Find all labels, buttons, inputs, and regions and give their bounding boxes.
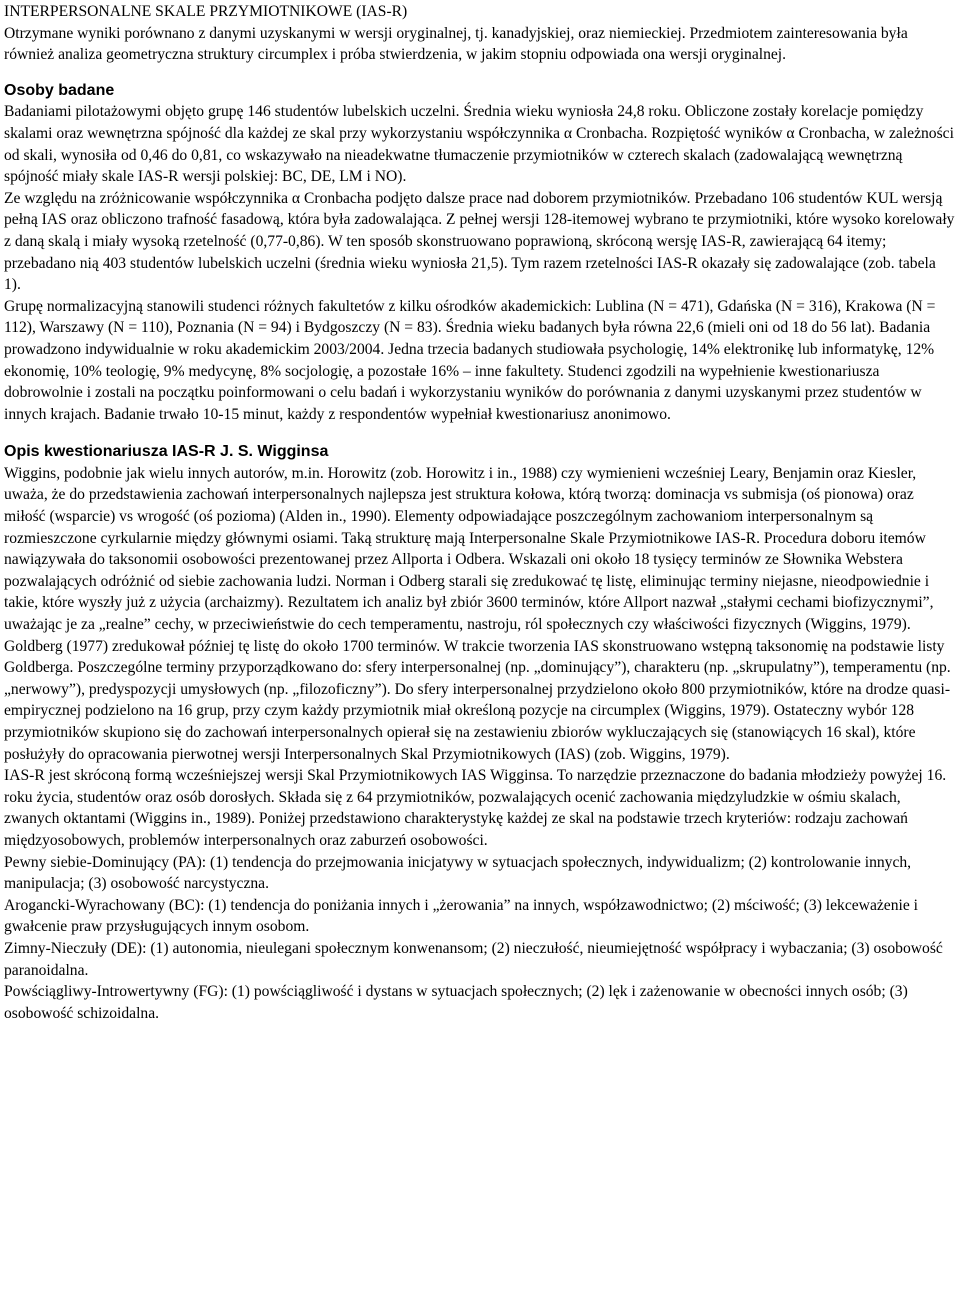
scale-description-bc: Arogancki-Wyrachowany (BC): (1) tendencja do poniżania innych i „żerowania” na innych, współzawodnictwo; (2) mściwość; (3) lekceważenie i gwałcenie praw przysługujących innym osobom. <box>4 896 918 936</box>
section1-paragraph: Badaniami pilotażowymi objęto grupę 146 studentów lubelskich uczelni. Średnia wieku wyniosła 24,8 roku. Obliczone zostały korelacje pomiędzy skalami oraz wewnętrzna spójność dla każdej ze skal przy wykorzystaniu współczynnika α Cronbacha. Rozpiętość wyników α Cronbacha, w zależności od skali, wynosiła od 0,46 do 0,81, co wskazywało na nieadekwatne tłumaczenie przymiotników w czterech skalach (zadowalającą wewnętrzną spójność miały skale IAS-R wersji polskiej: BC, DE, LM i NO). <box>4 103 954 186</box>
scale-description-de: Zimny-Nieczuły (DE): (1) autonomia, nieulegani społecznym konwenansom; (2) nieczułość, nieumiejętność współpracy i wybaczania; (3) osobowość paranoidalna. <box>4 939 943 979</box>
section1-paragraph: Ze względu na zróżnicowanie współczynnika α Cronbacha podjęto dalsze prace nad doborem przymiotników. Przebadano 106 studentów KUL wersją pełną IAS oraz obliczono trafność fasadową, która była zadowalająca. Z pełnej wersji 128-itemowej wybrano te przymiotniki, które wysoko korelowały z daną skalą i miały wysoką rzetelność (0,77-0,86). W ten sposób skonstruowano poprawioną, skróconą wersję IAS-R, zawierającą 64 itemy; przebadano nią 403 studentów lubelskich uczelni (średnia wieku wyniosła 21,5). Tym razem rzetelności IAS-R okazały się zadowalające (zob. tabela 1). <box>4 189 955 294</box>
intro-paragraph: Otrzymane wyniki porównano z danymi uzyskanymi w wersji oryginalnej, tj. kanadyjskiej, oraz niemieckiej. Przedmiotem zainteresowania była również analiza geometryczna struktury circumplex i próba stwierdzenia, w jakim stopniu odpowiada ona wersji oryginalnej. <box>4 24 908 64</box>
section-heading-osoby-badane: Osoby badane <box>4 81 115 99</box>
document-page <box>0 1 960 1024</box>
scale-description-fg: Powściągliwy-Introwertywny (FG): (1) powściągliwość i dystans w sytuacjach społecznych; (2) lęk i zażenowanie w obecności innych osób; (3) osobowość schizoidalna. <box>4 983 908 1022</box>
document-title: INTERPERSONALNE SKALE PRZYMIOTNIKOWE (IAS-R) <box>4 3 408 20</box>
section2-paragraph: IAS-R jest skróconą formą wcześniejszej wersji Skal Przymiotnikowych IAS Wigginsa. To narzędzie przeznaczone do badania młodzieży powyżej 16. roku życia, studentów oraz osób dorosłych. Składa się z 64 przymiotników, pozwalających ocenić zachowania międzyludzkie w ośmiu skalach, zwanych oktantami (Wiggins in., 1989). Poniżej przedstawiono charakterystykę każdej ze skal na podstawie trzech kryteriów: rodzaju zachowań międzyosobowych, problemów interpersonalnych oraz zaburzeń osobowości. <box>4 767 947 849</box>
section1-paragraph: Grupę normalizacyjną stanowili studenci różnych fakultetów z kilku ośrodków akademickich: Lublina (N = 471), Gdańska (N = 316), Krakowa (N = 112), Warszawy (N = 110), Poznania (N = 94) i Bydgoszczy (N = 83). Średnia wieku badanych była równa 22,6 (mieli oni od 18 do 56 lat). Badania prowadzono indywidualnie w roku akademickim 2003/2004. Jedna trzecia badanych studiowała psychologię, 14% elektronikę lub informatykę, 12% ekonomię, 10% teologię, 9% medycynę, 8% socjologię, a pozostałe 16% – inne fakultety. Studenci zgodzili na wypełnienie kwestionariusza dobrowolnie i zostali na początku poinformowani o celu badań i wykorzystaniu wyników do porównania z danymi uzyskanymi przez studentów w innych krajach. Badanie trwało 10-15 minut, każdy z respondentów wypełniał kwestionariusz anonimowo. <box>4 297 936 423</box>
scale-description-pa: Pewny siebie-Dominujący (PA): (1) tendencja do przejmowania inicjatywy w sytuacjach społecznych, indywidualizm; (2) kontrolowanie innych, manipulacja; (3) osobowość narcystyczna. <box>4 853 912 893</box>
section2-paragraph: Wiggins, podobnie jak wielu innych autorów, m.in. Horowitz (zob. Horowitz i in., 1988) czy wymienieni wcześniej Leary, Benjamin oraz Kiesler, uważa, że do przedstawienia zachowań interpersonalnych najlepsza jest struktura kołowa, którą tworzą: dominacja vs submisja (oś pionowa) oraz miłość (wsparcie) vs wrogość (oś pozioma) (Alden in., 1990). Elementy odpowiadające poszczególnym zachowaniom interpersonalnym są rozmieszczone cyrkularnie między głównymi osiami. Taką strukturę mają Interpersonalne Skale Przymiotnikowe IAS-R. Procedura doboru itemów nawiązywała do taksonomii osobowości prezentowanej przez Allporta i Odbera. Wskazali oni około 18 tysięcy terminów ze Słownika Webstera pozwalających odróżnić od siebie zachowania ludzi. Norman i Odberg starali się zredukować tę listę, eliminując terminy niejasne, nieodpowiednie i takie, które wyszły już z użycia (archaizmy). Rezultatem ich analiz był zbiór 3600 terminów, które Allport nazwał „stałymi cechami biofizycznymi”, uważając je za „realne” cechy, w przeciwieństwie do cech temperamentu, nastroju, ról społecznych czy właściwości fizycznych (Wiggins, 1979). Goldberg (1977) zredukował później tę listę do około 1700 terminów. W trakcie tworzenia IAS skonstruowano wstępną taksonomię na podstawie listy Goldberga. Poszczególne terminy przyporządkowano do: sfery interpersonalnej (np. „dominujący”), charakteru (np. „skrupulatny”), temperamentu (np. „nerwowy”), predyspozycji umysłowych (np. „filozoficzny”). Do sfery interpersonalnej przydzielono około 800 przymiotników, które na drodze quasi-empirycznej podzielono na 16 grup, przy czym każdy przymiotnik miał określoną pozycje na circumplex (Wiggins, 1979). Ostateczny wybór 128 przymiotników skupiono się do zachowań interpersonalnych opierał się na zestawieniu zbiorów wykluczających się (stanowiących 16 skal), które posłużyły do opracowania pierwotnej wersji Interpersonalnych Skal Przymiotnikowych (IAS) (zob. Wiggins, 1979). <box>4 464 951 763</box>
section-heading-opis-kwestionariusza: Opis kwestionariusza IAS-R J. S. Wigginsa <box>4 443 329 461</box>
